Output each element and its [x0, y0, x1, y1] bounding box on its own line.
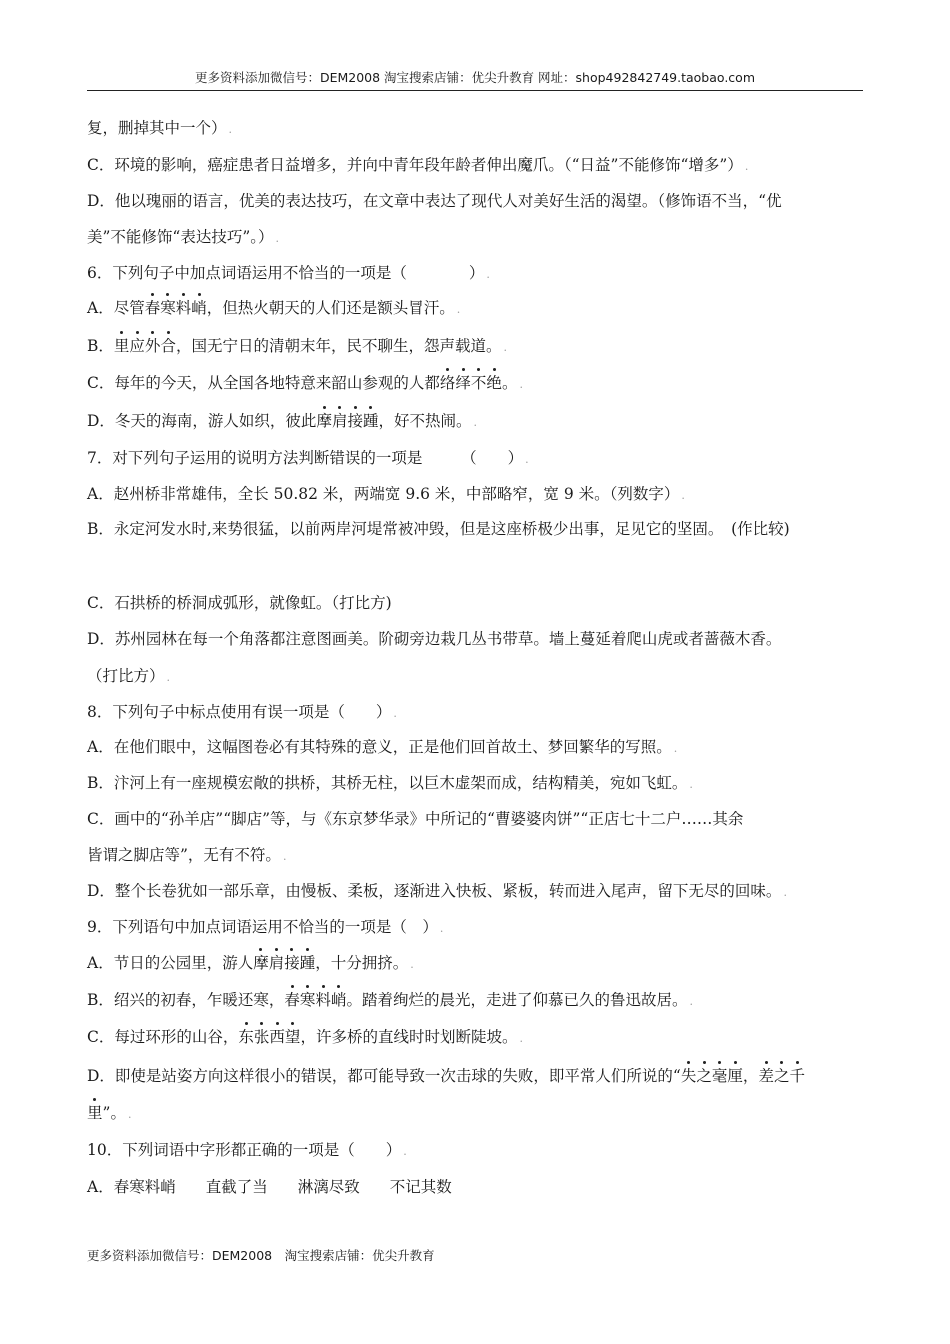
emphasis-dot-char: 应: [129, 337, 145, 355]
q5-option-d-line1: D．他以瑰丽的语言，优美的表达技巧，在文章中表达了现代人对美好生活的渴望。（修饰语不当，“优: [87, 192, 782, 210]
dotted-phrase: [87, 1104, 103, 1122]
q7-option-b: B．永定河发水时,来势很猛，以前两岸河堤常被冲毁，但是这座桥极少出事，足见它的坚固。 (作比较): [87, 520, 790, 538]
emphasis-dot-char: 踵: [299, 954, 316, 972]
dotted-phrase: [316, 412, 378, 430]
q9-option-b: B．绍兴的初春，乍暖还寒，春寒料峭。踏着绚烂的晨光，走进了仰慕已久的鲁迅故居。 .: [87, 991, 693, 1009]
emphasis-dot-char: 不: [470, 374, 487, 392]
emphasis-dot-char: 接: [284, 954, 300, 972]
emphasis-dot-char: 绝: [486, 374, 502, 392]
q8-option-a: A．在他们眼中，这幅图卷必有其特殊的意义，正是他们回首故土、梦回繁华的写照。 .: [87, 738, 678, 756]
emphasis-dot-char: 西: [269, 1028, 285, 1046]
emphasis-dot-char: 外: [144, 337, 161, 355]
emphasis-dot-char: 峭: [330, 991, 347, 1009]
emphasis-dot-char: 摩: [253, 954, 269, 972]
emphasis-dot-char: 千: [789, 1067, 805, 1085]
q8-option-b: B．汴河上有一座规模宏敞的拱桥，其桥无柱，以巨木虚架而成，结构精美，宛如飞虹。 .: [87, 774, 693, 792]
emphasis-dot-char: 之: [773, 1067, 790, 1085]
emphasis-dot-char: 张: [253, 1028, 270, 1046]
q7-option-a: A．赵州桥非常雄伟，全长 50.82 米，两端宽 9.6 米，中部略窄，宽 9 米。（列数字） .: [87, 485, 685, 503]
q7-option-d-line1: D．苏州园林在每一个角落都注意图画美。阶砌旁边栽几丛书带草。墙上蔓延着爬山虎或者蔷薇木香。: [87, 630, 782, 648]
emphasis-dot-char: 厘: [727, 1067, 743, 1085]
q9-option-c: C．每过环形的山谷，东张西望，许多桥的直线时时划断陡坡。 .: [87, 1028, 523, 1046]
dotted-phrase: [284, 991, 346, 1009]
dotted-phrase: [681, 1067, 743, 1085]
q10-stem: 10．下列词语中字形都正确的一项是（ ） .: [87, 1141, 407, 1159]
q10-word: 淋漓尽致: [297, 1178, 360, 1196]
dotted-phrase: [440, 374, 502, 392]
q9-option-d-line1: D．即使是站姿方向这样很小的错误，都可能导致一次击球的失败，即平常人们所说的“失之毫厘，差之千: [87, 1067, 805, 1085]
emphasis-dot-char: 之: [696, 1067, 712, 1085]
q6-option-c: C．每年的今天，从全国各地特意来韶山参观的人都络绎不绝。 .: [87, 374, 523, 392]
q10-word: 春寒料峭: [113, 1178, 176, 1196]
q7-option-d-line2: （打比方） .: [87, 667, 171, 685]
emphasis-dot-char: 春: [284, 991, 300, 1009]
emphasis-dot-char: 料: [315, 991, 331, 1009]
emphasis-dot-char: 摩: [316, 412, 332, 430]
emphasis-dot-char: 料: [175, 299, 192, 317]
page-footer: 更多资料添加微信号：DEM2008 淘宝搜索店铺：优尖升教育: [87, 1248, 435, 1263]
dotted-phrase: [145, 299, 207, 317]
emphasis-dot-char: 里: [113, 337, 130, 355]
q8-stem: 8．下列句子中标点使用有误一项是（ ） .: [87, 703, 397, 721]
dotted-phrase: [253, 954, 315, 972]
emphasis-dot-char: 峭: [191, 299, 207, 317]
emphasis-dot-char: 合: [160, 337, 176, 355]
emphasis-dot-char: 接: [347, 412, 363, 430]
q8-option-d: D．整个长卷犹如一部乐章，由慢板、柔板，逐渐进入快板、紧板，转而进入尾声，留下无尽的回味。 .: [87, 882, 787, 900]
emphasis-dot-char: 寒: [160, 299, 176, 317]
q6-option-b: B．里应外合，国无宁日的清朝末年，民不聊生，怨声载道。 .: [87, 337, 507, 355]
q10-option-a: A．春寒料峭 直截了当 淋漓尽致 不记其数: [87, 1178, 452, 1196]
q5-continuation-line: 复，删掉其中一个） .: [87, 119, 233, 137]
q9-option-d-line2: 里”。 .: [87, 1104, 132, 1122]
emphasis-dot-char: 肩: [331, 412, 348, 430]
emphasis-dot-char: 踵: [362, 412, 379, 430]
page-header: 更多资料添加微信号：DEM2008 淘宝搜索店铺：优尖升教育 网址：shop492842749.taobao.com: [87, 68, 863, 91]
emphasis-dot-char: 望: [284, 1028, 301, 1046]
q8-option-c-line2: 皆谓之脚店等”，无有不符。 .: [87, 846, 287, 864]
emphasis-dot-char: 东: [238, 1028, 254, 1046]
q7-option-c: C．石拱桥的桥洞成弧形，就像虹。（打比方): [87, 594, 392, 612]
emphasis-dot-char: 差: [758, 1067, 774, 1085]
emphasis-dot-char: 春: [144, 299, 161, 317]
q10-word: 不记其数: [389, 1178, 452, 1196]
emphasis-dot-char: 络: [439, 374, 456, 392]
q6-option-d: D．冬天的海南，游人如织，彼此摩肩接踵，好不热闹。 .: [87, 412, 478, 430]
emphasis-dot-char: 绎: [455, 374, 471, 392]
q10-word: 直截了当: [205, 1178, 268, 1196]
dotted-phrase: [114, 337, 176, 355]
q8-option-c-line1: C．画中的“孙羊店”“脚店”等，与《东京梦华录》中所记的“曹婆婆肉饼”“正店七十二户……其余: [87, 810, 744, 828]
emphasis-dot-char: 肩: [268, 954, 285, 972]
q6-stem: 6．下列句子中加点词语运用不恰当的一项是（ ） .: [87, 264, 490, 282]
emphasis-dot-char: 里: [87, 1104, 103, 1122]
emphasis-dot-char: 毫: [711, 1067, 728, 1085]
q9-option-a: A．节日的公园里，游人摩肩接踵，十分拥挤。 .: [87, 954, 414, 972]
q7-stem: 7．对下列句子运用的说明方法判断错误的一项是 （ ） .: [87, 449, 529, 467]
q5-option-d-line2: 美”不能修饰“表达技巧”。） .: [87, 228, 280, 246]
q9-stem: 9．下列语句中加点词语运用不恰当的一项是（ ） .: [87, 918, 444, 936]
dotted-phrase: [758, 1067, 805, 1085]
dotted-phrase: [238, 1028, 300, 1046]
emphasis-dot-char: 寒: [299, 991, 316, 1009]
q5-option-c: C．环境的影响，癌症患者日益增多，并向中青年段年龄者伸出魔爪。（“日益”不能修饰“增多”） .: [87, 156, 749, 174]
emphasis-dot-char: 失: [680, 1067, 697, 1085]
q6-option-a: A．尽管春寒料峭，但热火朝天的人们还是额头冒汗。 .: [87, 299, 461, 317]
